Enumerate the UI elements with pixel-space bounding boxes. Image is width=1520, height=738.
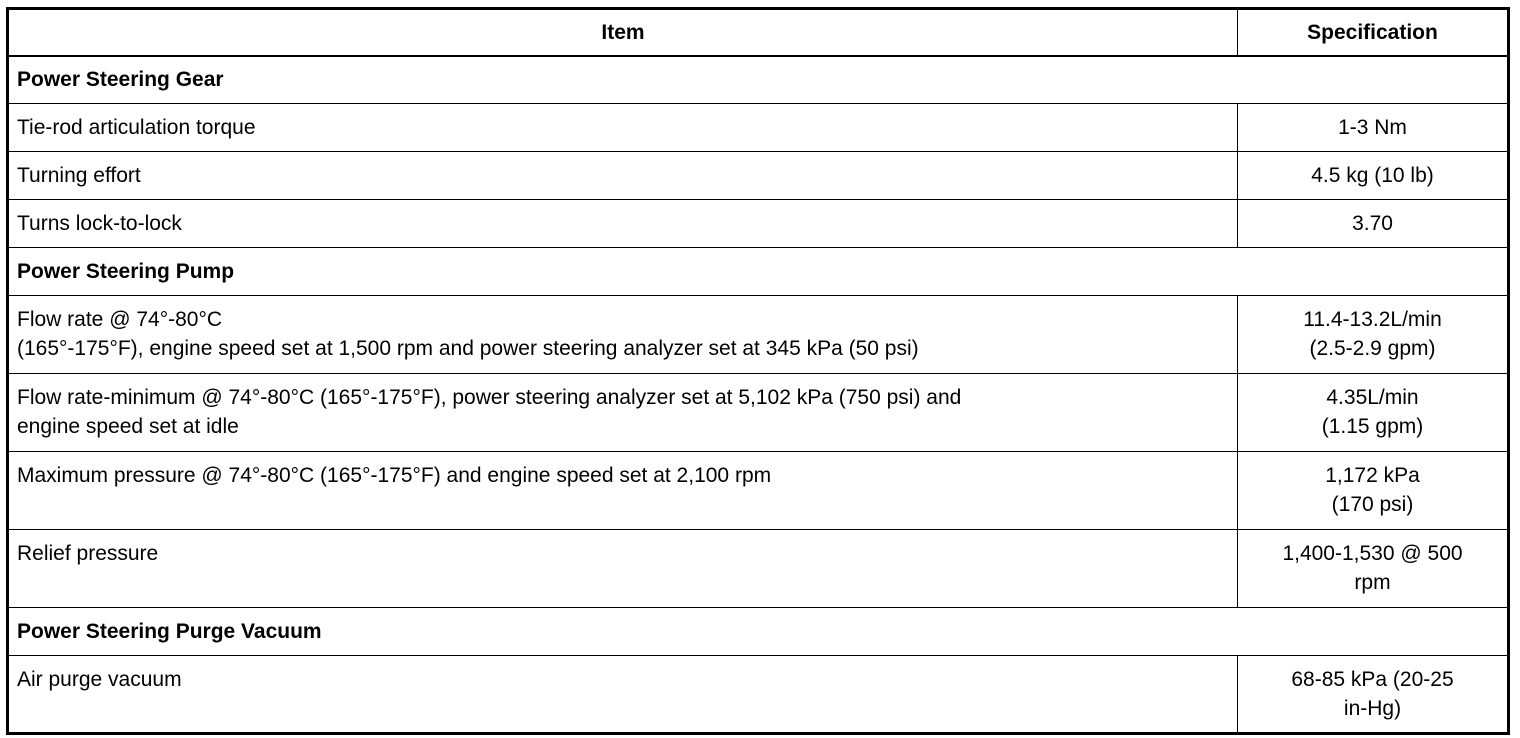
table-row xyxy=(8,374,1509,452)
specification-cell xyxy=(1238,452,1509,530)
specification-cell xyxy=(1238,374,1509,452)
table-row xyxy=(8,530,1509,608)
item-text: Turns lock-to-lock xyxy=(17,212,182,235)
specification-text: 1-3 Nm xyxy=(1338,116,1407,139)
item-text: Maximum pressure @ 74°-80°C (165°-175°F) and engine speed set at 2,100 rpm xyxy=(17,464,772,487)
specification-cell xyxy=(1238,656,1509,734)
specification-text: in-Hg) xyxy=(1343,697,1402,720)
table-row xyxy=(8,200,1509,248)
item-text: Flow rate @ 74°-80°C xyxy=(17,308,223,331)
table-row xyxy=(8,296,1509,374)
table-body xyxy=(8,56,1509,734)
item-cell xyxy=(8,452,1238,530)
item-cell xyxy=(8,296,1238,374)
specification-text: 68-85 kPa (20-25 xyxy=(1291,668,1454,691)
specification-text: (2.5-2.9 gpm) xyxy=(1309,337,1436,360)
item-cell xyxy=(8,152,1238,200)
specification-text: 1,400-1,530 @ 500 xyxy=(1282,542,1463,565)
table-row xyxy=(8,104,1509,152)
specification-cell xyxy=(1238,530,1509,608)
item-text: Relief pressure xyxy=(17,542,159,565)
specification-text: (170 psi) xyxy=(1331,493,1414,516)
item-cell xyxy=(8,374,1238,452)
item-text: (165°-175°F), engine speed set at 1,500 rpm and power steering analyzer set at 345 kPa (50 psi) xyxy=(17,337,919,360)
section-row xyxy=(8,56,1509,104)
specification-text: 1,172 kPa xyxy=(1325,464,1420,487)
specification-cell xyxy=(1238,104,1509,152)
column-header-item: Item xyxy=(8,9,1238,56)
specification-table xyxy=(6,7,1510,735)
specification-text: rpm xyxy=(1354,571,1391,594)
item-cell xyxy=(8,200,1238,248)
specification-text: 4.35L/min xyxy=(1326,386,1419,409)
section-title: Power Steering Pump xyxy=(8,248,1509,296)
column-header-specification: Specification xyxy=(1238,9,1509,56)
item-text: Turning effort xyxy=(17,164,141,187)
table-row xyxy=(8,656,1509,734)
table-row xyxy=(8,152,1509,200)
specification-cell xyxy=(1238,200,1509,248)
specification-text: (1.15 gpm) xyxy=(1321,415,1424,438)
section-row xyxy=(8,248,1509,296)
section-title: Power Steering Gear xyxy=(8,56,1509,104)
item-cell xyxy=(8,530,1238,608)
item-cell xyxy=(8,104,1238,152)
item-text: Air purge vacuum xyxy=(17,668,182,691)
specification-cell xyxy=(1238,152,1509,200)
header-row xyxy=(8,9,1509,56)
specification-text: 4.5 kg (10 lb) xyxy=(1311,164,1434,187)
item-text: Flow rate-minimum @ 74°-80°C (165°-175°F), power steering analyzer set at 5,102 kPa (750 psi) and xyxy=(17,386,962,409)
specification-cell xyxy=(1238,296,1509,374)
specification-text: 11.4-13.2L/min xyxy=(1303,308,1442,331)
item-cell xyxy=(8,656,1238,734)
section-row xyxy=(8,608,1509,656)
item-text: engine speed set at idle xyxy=(17,415,239,438)
item-text: Tie-rod articulation torque xyxy=(17,116,256,139)
section-title: Power Steering Purge Vacuum xyxy=(8,608,1509,656)
table-row xyxy=(8,452,1509,530)
specification-text: 3.70 xyxy=(1352,212,1393,235)
